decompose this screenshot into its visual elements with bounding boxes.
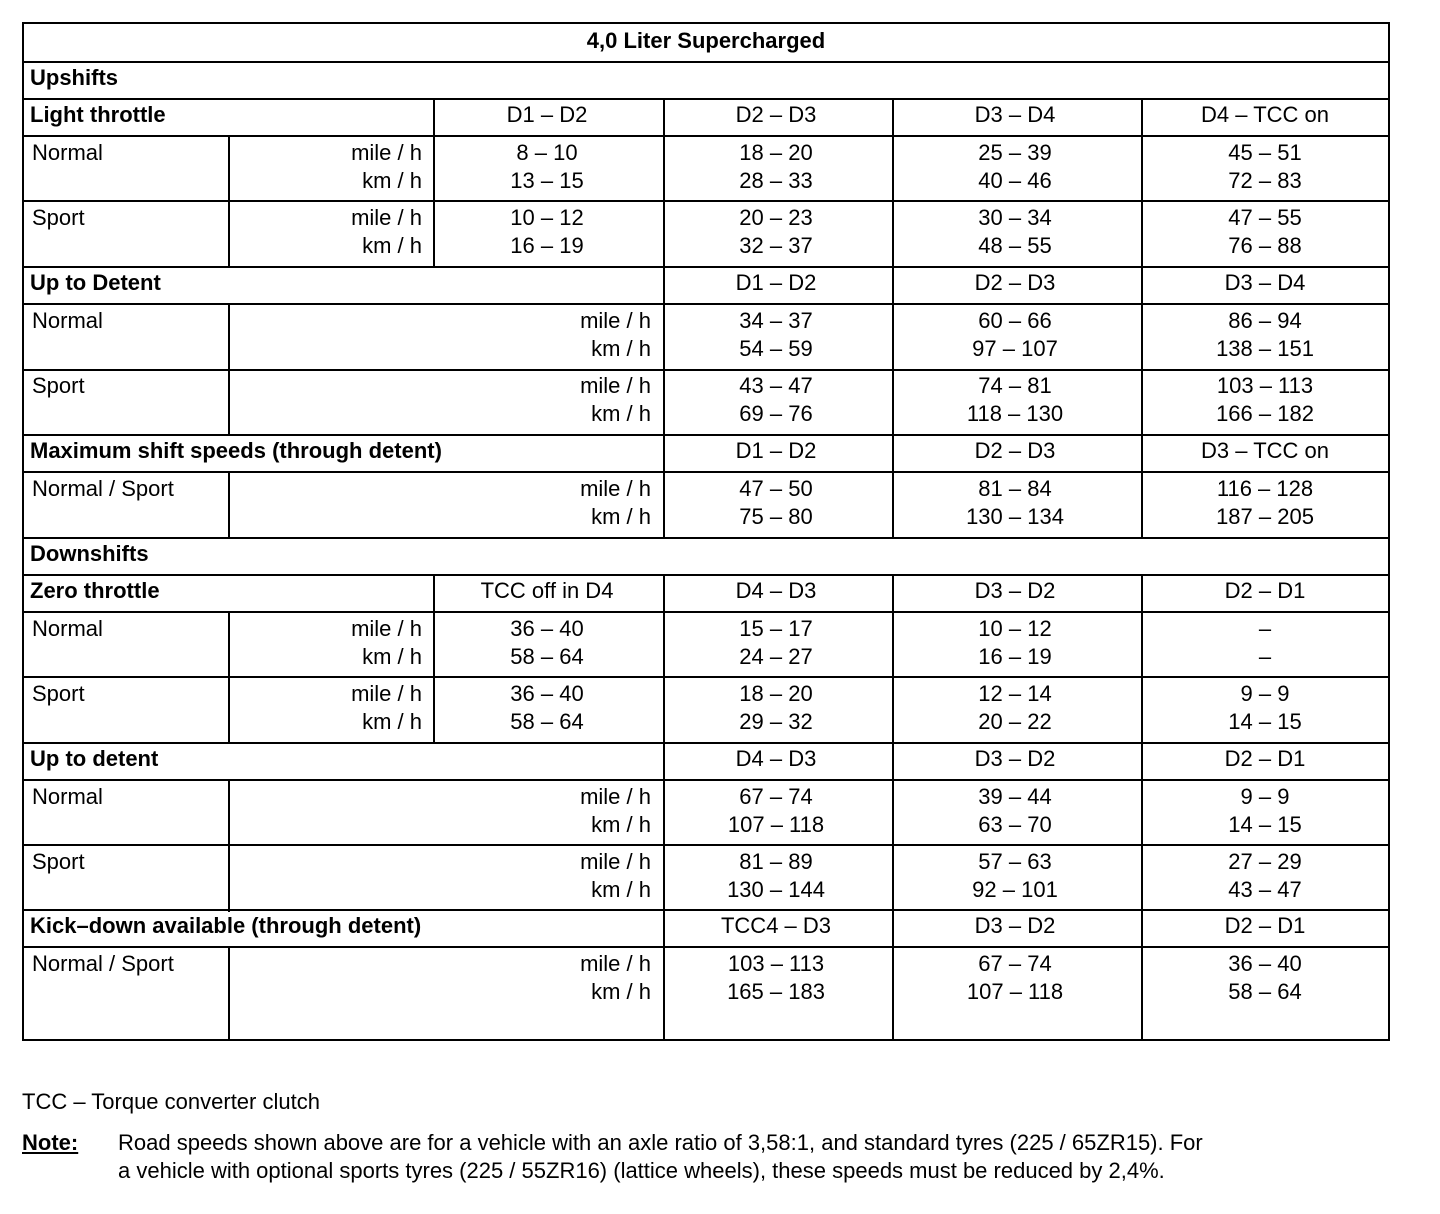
rule [663,574,665,1039]
speed-value: 47 – 50 [739,476,813,501]
light-throttle-label: Light throttle [30,102,166,127]
speed-value: 9 – 9 [1240,784,1290,809]
speed-value: 18 – 20 [739,140,813,165]
column-header: D3 – TCC on [1201,438,1329,463]
rule [433,574,435,744]
kick-down-label: Kick–down available (through detent) [30,913,422,938]
speed-value: 20 – 23 [739,205,813,230]
column-header: D3 – D4 [1224,270,1306,295]
rule [892,574,894,1039]
speed-value: 58 – 64 [510,709,584,734]
speed-value: 107 – 118 [727,812,825,837]
speed-value: 16 – 19 [978,644,1052,669]
rule [228,303,230,436]
speed-value: 69 – 76 [739,401,813,426]
speed-value: 81 – 84 [978,476,1052,501]
column-header: TCC4 – D3 [720,913,832,938]
speed-value: 40 – 46 [978,168,1052,193]
speed-value: 24 – 27 [739,644,813,669]
mode-label: Normal [32,308,103,333]
column-header: D4 – D3 [735,578,817,603]
unit-label: mile / h [351,681,422,706]
speed-value: 36 – 40 [510,681,584,706]
speed-value: 76 – 88 [1228,233,1302,258]
mode-label: Sport [32,205,85,230]
speed-value: 34 – 37 [739,308,813,333]
column-header: D2 – D3 [735,102,817,127]
speed-value: 187 – 205 [1216,504,1314,529]
tcc-footnote: TCC – Torque converter clutch [22,1089,320,1114]
rule [228,779,230,912]
rule [24,98,1388,100]
speed-value: 57 – 63 [978,849,1052,874]
unit-label: mile / h [580,476,651,501]
speed-value: 48 – 55 [978,233,1052,258]
column-header: D2 – D1 [1224,746,1306,771]
speed-value: 81 – 89 [739,849,813,874]
column-header: D4 – D3 [735,746,817,771]
rule [228,946,230,1039]
speed-value: 25 – 39 [978,140,1052,165]
speed-value: 28 – 33 [739,168,813,193]
note-text-line-1: Road speeds shown above are for a vehicle with an axle ratio of 3,58:1, and standard tyres (225 / 65ZR15). For [118,1130,1203,1155]
column-header: D3 – D4 [974,102,1056,127]
speed-value: 18 – 20 [739,681,813,706]
mode-label: Normal [32,616,103,641]
speed-value: 103 – 113 [1216,373,1314,398]
table-title: 4,0 Liter Supercharged [586,28,826,53]
speed-value: 36 – 40 [1228,951,1302,976]
column-header: D2 – D1 [1224,578,1306,603]
column-header: D3 – D2 [974,913,1056,938]
note-label: Note: [22,1130,79,1155]
speed-value: 67 – 74 [978,951,1052,976]
speed-value: 14 – 15 [1228,812,1302,837]
rule [1141,574,1143,1039]
speed-value: 39 – 44 [978,784,1052,809]
speed-value: 86 – 94 [1228,308,1302,333]
unit-label: km / h [591,877,651,902]
column-header: D3 – D2 [974,578,1056,603]
speed-value: 20 – 22 [978,709,1052,734]
rule [228,135,230,268]
unit-label: km / h [362,709,422,734]
column-header: D1 – D2 [506,102,588,127]
speed-value: – [1258,616,1272,641]
unit-label: mile / h [580,951,651,976]
speed-value: 63 – 70 [978,812,1052,837]
rule [663,98,665,539]
column-header: D3 – D2 [974,746,1056,771]
unit-label: mile / h [351,616,422,641]
speed-value: 60 – 66 [978,308,1052,333]
speed-value: 15 – 17 [739,616,813,641]
shift-speed-table [22,22,1390,1041]
unit-label: km / h [591,504,651,529]
speed-value: 36 – 40 [510,616,584,641]
unit-label: km / h [591,979,651,1004]
speed-value: 8 – 10 [516,140,578,165]
speed-value: 14 – 15 [1228,709,1302,734]
speed-value: 74 – 81 [978,373,1052,398]
speed-value: 130 – 144 [727,877,825,902]
speed-value: 58 – 64 [1228,979,1302,1004]
rule [433,98,435,268]
unit-label: mile / h [580,849,651,874]
speed-value: 45 – 51 [1228,140,1302,165]
unit-label: mile / h [580,308,651,333]
speed-value: 97 – 107 [972,336,1058,361]
unit-label: mile / h [580,373,651,398]
unit-label: km / h [591,336,651,361]
unit-label: km / h [591,812,651,837]
speed-value: 130 – 134 [966,504,1064,529]
column-header: D4 – TCC on [1201,102,1329,127]
speed-value: 166 – 182 [1216,401,1314,426]
speed-value: 92 – 101 [972,877,1058,902]
speed-value: 10 – 12 [510,205,584,230]
unit-label: km / h [362,644,422,669]
speed-value: 165 – 183 [727,979,825,1004]
speed-value: 13 – 15 [510,168,584,193]
rule [24,61,1388,63]
speed-value: 16 – 19 [510,233,584,258]
rule [892,98,894,539]
unit-label: km / h [591,401,651,426]
speed-value: – [1258,644,1272,669]
speed-value: 29 – 32 [739,709,813,734]
speed-value: 103 – 113 [727,951,825,976]
unit-label: mile / h [351,140,422,165]
unit-label: mile / h [351,205,422,230]
speed-value: 75 – 80 [739,504,813,529]
unit-label: km / h [362,233,422,258]
mode-label: Sport [32,681,85,706]
speed-value: 118 – 130 [966,401,1064,426]
unit-label: mile / h [580,784,651,809]
speed-value: 43 – 47 [1228,877,1302,902]
mode-label: Normal [32,140,103,165]
column-header: D1 – D2 [735,270,817,295]
speed-value: 54 – 59 [739,336,813,361]
column-header: D2 – D3 [974,438,1056,463]
speed-value: 12 – 14 [978,681,1052,706]
speed-value: 30 – 34 [978,205,1052,230]
rule [24,574,1388,576]
speed-value: 27 – 29 [1228,849,1302,874]
rule [1141,98,1143,539]
speed-value: 107 – 118 [966,979,1064,1004]
speed-value: 58 – 64 [510,644,584,669]
column-header: D2 – D1 [1224,913,1306,938]
unit-label: km / h [362,168,422,193]
speed-value: 67 – 74 [739,784,813,809]
note-text-line-2: a vehicle with optional sports tyres (225 / 55ZR16) (lattice wheels), these speeds must be reduced by 2,4%. [118,1158,1165,1183]
speed-value: 72 – 83 [1228,168,1302,193]
speed-value: 116 – 128 [1216,476,1314,501]
upshifts-heading: Upshifts [30,65,118,90]
mode-label: Normal / Sport [32,951,174,976]
zero-throttle-label: Zero throttle [30,578,160,603]
column-header: TCC off in D4 [480,578,614,603]
down-up-to-detent-label: Up to detent [30,746,159,771]
mode-label: Normal [32,784,103,809]
rule [228,611,230,744]
mode-label: Sport [32,849,85,874]
downshifts-heading: Downshifts [30,541,149,566]
speed-value: 47 – 55 [1228,205,1302,230]
column-header: D2 – D3 [974,270,1056,295]
up-to-detent-label: Up to Detent [30,270,161,295]
max-shift-label: Maximum shift speeds (through detent) [30,438,442,463]
speed-value: 10 – 12 [978,616,1052,641]
speed-value: 43 – 47 [739,373,813,398]
rule [228,471,230,539]
speed-value: 138 – 151 [1216,336,1314,361]
mode-label: Sport [32,373,85,398]
column-header: D1 – D2 [735,438,817,463]
speed-value: 32 – 37 [739,233,813,258]
mode-label: Normal / Sport [32,476,174,501]
speed-value: 9 – 9 [1240,681,1290,706]
